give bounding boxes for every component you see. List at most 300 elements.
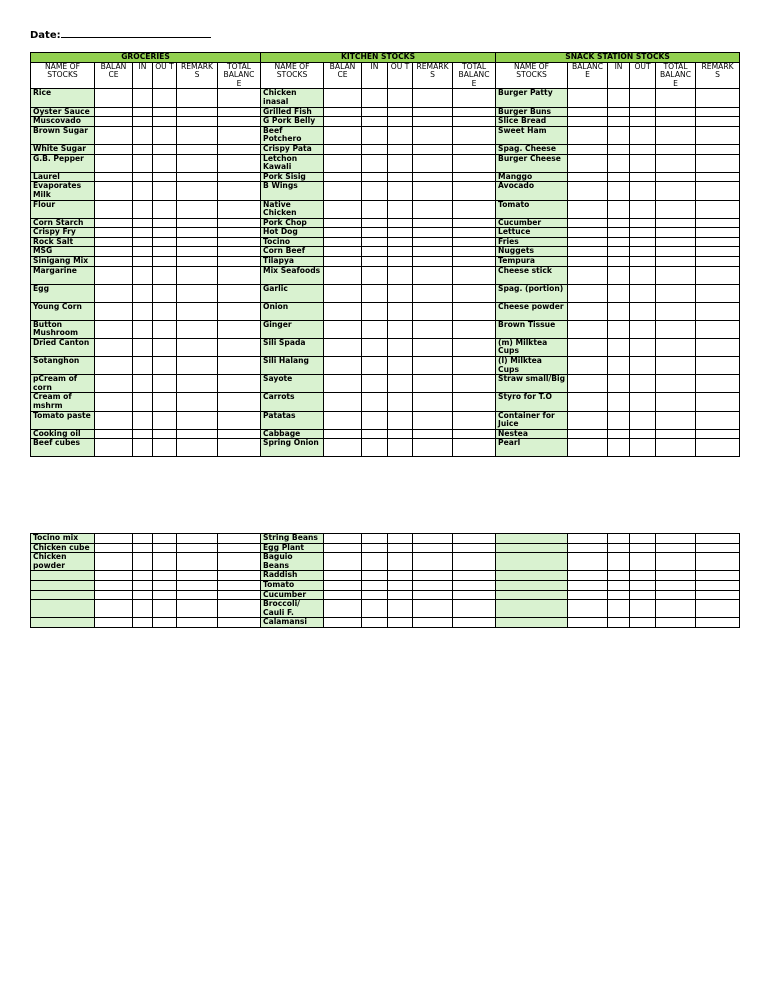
groceries-entry-cell[interactable] [95,534,133,544]
groceries-entry-cell[interactable] [133,284,153,302]
snack-entry-cell[interactable] [656,218,696,228]
groceries-entry-cell[interactable] [218,543,261,553]
snack-entry-cell[interactable] [608,338,630,356]
groceries-entry-cell[interactable] [153,429,177,439]
groceries-entry-cell[interactable] [218,393,261,411]
snack-entry-cell[interactable] [696,439,740,457]
kitchen-entry-cell[interactable] [388,237,413,247]
snack-entry-cell[interactable] [656,600,696,618]
kitchen-entry-cell[interactable] [413,571,453,581]
kitchen-entry-cell[interactable] [362,375,388,393]
kitchen-entry-cell[interactable] [324,571,362,581]
groceries-entry-cell[interactable] [95,218,133,228]
groceries-entry-cell[interactable] [177,393,218,411]
groceries-entry-cell[interactable] [133,553,153,571]
snack-entry-cell[interactable] [630,144,656,154]
snack-entry-cell[interactable] [608,580,630,590]
groceries-entry-cell[interactable] [133,580,153,590]
kitchen-entry-cell[interactable] [388,429,413,439]
groceries-entry-cell[interactable] [95,154,133,172]
snack-entry-cell[interactable] [630,320,656,338]
snack-entry-cell[interactable] [608,107,630,117]
groceries-entry-cell[interactable] [133,302,153,320]
kitchen-entry-cell[interactable] [324,237,362,247]
kitchen-entry-cell[interactable] [388,375,413,393]
snack-entry-cell[interactable] [608,375,630,393]
snack-entry-cell[interactable] [630,200,656,218]
kitchen-entry-cell[interactable] [362,126,388,144]
groceries-entry-cell[interactable] [133,172,153,182]
kitchen-entry-cell[interactable] [453,429,496,439]
snack-entry-cell[interactable] [630,218,656,228]
groceries-entry-cell[interactable] [95,600,133,618]
snack-entry-cell[interactable] [608,266,630,284]
groceries-entry-cell[interactable] [177,218,218,228]
snack-entry-cell[interactable] [656,429,696,439]
snack-entry-cell[interactable] [696,375,740,393]
kitchen-entry-cell[interactable] [388,543,413,553]
kitchen-entry-cell[interactable] [388,580,413,590]
snack-entry-cell[interactable] [656,302,696,320]
snack-entry-cell[interactable] [696,218,740,228]
kitchen-entry-cell[interactable] [362,553,388,571]
kitchen-entry-cell[interactable] [324,200,362,218]
kitchen-entry-cell[interactable] [324,172,362,182]
groceries-entry-cell[interactable] [153,182,177,200]
kitchen-entry-cell[interactable] [362,393,388,411]
kitchen-entry-cell[interactable] [324,375,362,393]
kitchen-entry-cell[interactable] [453,144,496,154]
kitchen-entry-cell[interactable] [362,590,388,600]
snack-entry-cell[interactable] [696,600,740,618]
kitchen-entry-cell[interactable] [362,266,388,284]
snack-entry-cell[interactable] [608,411,630,429]
snack-entry-cell[interactable] [656,439,696,457]
snack-entry-cell[interactable] [630,357,656,375]
kitchen-entry-cell[interactable] [362,182,388,200]
kitchen-entry-cell[interactable] [413,393,453,411]
groceries-entry-cell[interactable] [177,154,218,172]
groceries-entry-cell[interactable] [218,144,261,154]
kitchen-entry-cell[interactable] [362,302,388,320]
kitchen-entry-cell[interactable] [324,590,362,600]
snack-entry-cell[interactable] [608,302,630,320]
groceries-entry-cell[interactable] [133,144,153,154]
groceries-entry-cell[interactable] [153,580,177,590]
date-field[interactable] [30,28,211,41]
groceries-entry-cell[interactable] [153,247,177,257]
kitchen-entry-cell[interactable] [453,218,496,228]
kitchen-entry-cell[interactable] [362,571,388,581]
snack-entry-cell[interactable] [656,411,696,429]
groceries-entry-cell[interactable] [133,439,153,457]
snack-entry-cell[interactable] [630,393,656,411]
groceries-entry-cell[interactable] [177,172,218,182]
snack-entry-cell[interactable] [608,357,630,375]
groceries-entry-cell[interactable] [177,117,218,127]
kitchen-entry-cell[interactable] [388,302,413,320]
groceries-entry-cell[interactable] [95,117,133,127]
groceries-entry-cell[interactable] [133,266,153,284]
kitchen-entry-cell[interactable] [388,218,413,228]
groceries-entry-cell[interactable] [95,247,133,257]
kitchen-entry-cell[interactable] [362,228,388,238]
kitchen-entry-cell[interactable] [413,218,453,228]
groceries-entry-cell[interactable] [133,375,153,393]
groceries-entry-cell[interactable] [218,218,261,228]
snack-entry-cell[interactable] [568,247,608,257]
kitchen-entry-cell[interactable] [324,553,362,571]
kitchen-entry-cell[interactable] [388,600,413,618]
kitchen-entry-cell[interactable] [324,266,362,284]
snack-entry-cell[interactable] [696,534,740,544]
groceries-entry-cell[interactable] [153,172,177,182]
snack-entry-cell[interactable] [568,182,608,200]
snack-entry-cell[interactable] [568,338,608,356]
snack-entry-cell[interactable] [630,107,656,117]
date-blank-line[interactable] [61,28,211,38]
groceries-entry-cell[interactable] [153,284,177,302]
snack-entry-cell[interactable] [656,534,696,544]
snack-entry-cell[interactable] [696,126,740,144]
kitchen-entry-cell[interactable] [362,320,388,338]
groceries-entry-cell[interactable] [177,411,218,429]
kitchen-entry-cell[interactable] [362,357,388,375]
groceries-entry-cell[interactable] [177,618,218,628]
snack-entry-cell[interactable] [568,439,608,457]
snack-entry-cell[interactable] [608,553,630,571]
kitchen-entry-cell[interactable] [362,411,388,429]
groceries-entry-cell[interactable] [177,534,218,544]
kitchen-entry-cell[interactable] [324,393,362,411]
groceries-entry-cell[interactable] [218,320,261,338]
snack-entry-cell[interactable] [608,247,630,257]
kitchen-entry-cell[interactable] [362,618,388,628]
groceries-entry-cell[interactable] [153,257,177,267]
kitchen-entry-cell[interactable] [453,126,496,144]
groceries-entry-cell[interactable] [218,126,261,144]
kitchen-entry-cell[interactable] [413,154,453,172]
snack-entry-cell[interactable] [696,618,740,628]
kitchen-entry-cell[interactable] [388,618,413,628]
groceries-entry-cell[interactable] [177,571,218,581]
snack-entry-cell[interactable] [656,580,696,590]
snack-entry-cell[interactable] [608,320,630,338]
kitchen-entry-cell[interactable] [388,247,413,257]
kitchen-entry-cell[interactable] [453,320,496,338]
groceries-entry-cell[interactable] [153,218,177,228]
snack-entry-cell[interactable] [608,182,630,200]
groceries-entry-cell[interactable] [177,429,218,439]
snack-entry-cell[interactable] [630,257,656,267]
snack-entry-cell[interactable] [568,126,608,144]
kitchen-entry-cell[interactable] [388,338,413,356]
kitchen-entry-cell[interactable] [453,553,496,571]
kitchen-entry-cell[interactable] [324,618,362,628]
groceries-entry-cell[interactable] [95,107,133,117]
groceries-entry-cell[interactable] [153,439,177,457]
snack-entry-cell[interactable] [568,117,608,127]
snack-entry-cell[interactable] [630,117,656,127]
groceries-entry-cell[interactable] [133,338,153,356]
snack-entry-cell[interactable] [630,590,656,600]
kitchen-entry-cell[interactable] [324,320,362,338]
kitchen-entry-cell[interactable] [324,600,362,618]
groceries-entry-cell[interactable] [177,543,218,553]
kitchen-entry-cell[interactable] [453,439,496,457]
groceries-entry-cell[interactable] [218,257,261,267]
kitchen-entry-cell[interactable] [453,237,496,247]
snack-entry-cell[interactable] [608,89,630,107]
snack-entry-cell[interactable] [568,154,608,172]
snack-entry-cell[interactable] [608,618,630,628]
groceries-entry-cell[interactable] [95,302,133,320]
groceries-entry-cell[interactable] [218,247,261,257]
kitchen-entry-cell[interactable] [362,338,388,356]
snack-entry-cell[interactable] [568,618,608,628]
kitchen-entry-cell[interactable] [413,284,453,302]
kitchen-entry-cell[interactable] [453,247,496,257]
groceries-entry-cell[interactable] [218,571,261,581]
groceries-entry-cell[interactable] [218,237,261,247]
groceries-entry-cell[interactable] [133,534,153,544]
kitchen-entry-cell[interactable] [388,154,413,172]
kitchen-entry-cell[interactable] [453,393,496,411]
snack-entry-cell[interactable] [608,534,630,544]
kitchen-entry-cell[interactable] [388,553,413,571]
groceries-entry-cell[interactable] [218,107,261,117]
snack-entry-cell[interactable] [630,543,656,553]
snack-entry-cell[interactable] [696,266,740,284]
groceries-entry-cell[interactable] [153,357,177,375]
groceries-entry-cell[interactable] [95,284,133,302]
kitchen-entry-cell[interactable] [362,154,388,172]
groceries-entry-cell[interactable] [218,429,261,439]
kitchen-entry-cell[interactable] [324,302,362,320]
kitchen-entry-cell[interactable] [413,580,453,590]
groceries-entry-cell[interactable] [95,618,133,628]
groceries-entry-cell[interactable] [177,320,218,338]
snack-entry-cell[interactable] [568,257,608,267]
snack-entry-cell[interactable] [656,126,696,144]
groceries-entry-cell[interactable] [153,144,177,154]
kitchen-entry-cell[interactable] [413,200,453,218]
kitchen-entry-cell[interactable] [362,247,388,257]
snack-entry-cell[interactable] [630,247,656,257]
groceries-entry-cell[interactable] [95,144,133,154]
snack-entry-cell[interactable] [608,218,630,228]
snack-entry-cell[interactable] [696,320,740,338]
snack-entry-cell[interactable] [630,228,656,238]
kitchen-entry-cell[interactable] [453,590,496,600]
snack-entry-cell[interactable] [568,200,608,218]
groceries-entry-cell[interactable] [218,89,261,107]
snack-entry-cell[interactable] [568,534,608,544]
kitchen-entry-cell[interactable] [413,534,453,544]
groceries-entry-cell[interactable] [95,257,133,267]
groceries-entry-cell[interactable] [153,107,177,117]
groceries-entry-cell[interactable] [95,411,133,429]
groceries-entry-cell[interactable] [177,89,218,107]
kitchen-entry-cell[interactable] [413,357,453,375]
snack-entry-cell[interactable] [608,284,630,302]
snack-entry-cell[interactable] [630,571,656,581]
groceries-entry-cell[interactable] [133,618,153,628]
groceries-entry-cell[interactable] [177,126,218,144]
groceries-entry-cell[interactable] [133,357,153,375]
kitchen-entry-cell[interactable] [324,411,362,429]
snack-entry-cell[interactable] [630,600,656,618]
kitchen-entry-cell[interactable] [388,200,413,218]
kitchen-entry-cell[interactable] [453,228,496,238]
kitchen-entry-cell[interactable] [413,182,453,200]
groceries-entry-cell[interactable] [218,618,261,628]
snack-entry-cell[interactable] [568,393,608,411]
groceries-entry-cell[interactable] [133,89,153,107]
groceries-entry-cell[interactable] [218,553,261,571]
groceries-entry-cell[interactable] [133,600,153,618]
kitchen-entry-cell[interactable] [388,144,413,154]
groceries-entry-cell[interactable] [153,338,177,356]
snack-entry-cell[interactable] [656,228,696,238]
groceries-entry-cell[interactable] [95,543,133,553]
snack-entry-cell[interactable] [656,144,696,154]
groceries-entry-cell[interactable] [177,357,218,375]
snack-entry-cell[interactable] [630,618,656,628]
snack-entry-cell[interactable] [630,126,656,144]
snack-entry-cell[interactable] [696,144,740,154]
kitchen-entry-cell[interactable] [453,375,496,393]
groceries-entry-cell[interactable] [153,534,177,544]
snack-entry-cell[interactable] [630,154,656,172]
snack-entry-cell[interactable] [608,439,630,457]
snack-entry-cell[interactable] [608,144,630,154]
kitchen-entry-cell[interactable] [453,117,496,127]
kitchen-entry-cell[interactable] [362,200,388,218]
snack-entry-cell[interactable] [568,590,608,600]
snack-entry-cell[interactable] [630,182,656,200]
snack-entry-cell[interactable] [630,237,656,247]
kitchen-entry-cell[interactable] [324,154,362,172]
groceries-entry-cell[interactable] [95,439,133,457]
kitchen-entry-cell[interactable] [362,284,388,302]
kitchen-entry-cell[interactable] [388,126,413,144]
kitchen-entry-cell[interactable] [388,117,413,127]
snack-entry-cell[interactable] [656,357,696,375]
snack-entry-cell[interactable] [568,284,608,302]
kitchen-entry-cell[interactable] [413,144,453,154]
groceries-entry-cell[interactable] [133,590,153,600]
snack-entry-cell[interactable] [568,228,608,238]
groceries-entry-cell[interactable] [177,200,218,218]
groceries-entry-cell[interactable] [133,429,153,439]
groceries-entry-cell[interactable] [95,228,133,238]
kitchen-entry-cell[interactable] [324,144,362,154]
groceries-entry-cell[interactable] [177,590,218,600]
groceries-entry-cell[interactable] [153,571,177,581]
kitchen-entry-cell[interactable] [324,357,362,375]
groceries-entry-cell[interactable] [218,284,261,302]
groceries-entry-cell[interactable] [95,590,133,600]
groceries-entry-cell[interactable] [133,411,153,429]
kitchen-entry-cell[interactable] [362,172,388,182]
snack-entry-cell[interactable] [630,439,656,457]
groceries-entry-cell[interactable] [153,266,177,284]
groceries-entry-cell[interactable] [95,182,133,200]
snack-entry-cell[interactable] [568,553,608,571]
snack-entry-cell[interactable] [656,284,696,302]
kitchen-entry-cell[interactable] [453,284,496,302]
kitchen-entry-cell[interactable] [413,117,453,127]
kitchen-entry-cell[interactable] [453,618,496,628]
snack-entry-cell[interactable] [696,571,740,581]
snack-entry-cell[interactable] [568,320,608,338]
snack-entry-cell[interactable] [656,154,696,172]
groceries-entry-cell[interactable] [177,375,218,393]
kitchen-entry-cell[interactable] [388,411,413,429]
groceries-entry-cell[interactable] [153,302,177,320]
groceries-entry-cell[interactable] [133,247,153,257]
kitchen-entry-cell[interactable] [413,338,453,356]
groceries-entry-cell[interactable] [153,375,177,393]
groceries-entry-cell[interactable] [95,429,133,439]
groceries-entry-cell[interactable] [153,411,177,429]
kitchen-entry-cell[interactable] [413,107,453,117]
groceries-entry-cell[interactable] [95,237,133,247]
snack-entry-cell[interactable] [608,154,630,172]
snack-entry-cell[interactable] [608,571,630,581]
snack-entry-cell[interactable] [568,357,608,375]
snack-entry-cell[interactable] [608,257,630,267]
kitchen-entry-cell[interactable] [413,228,453,238]
kitchen-entry-cell[interactable] [453,534,496,544]
kitchen-entry-cell[interactable] [324,89,362,107]
kitchen-entry-cell[interactable] [324,439,362,457]
snack-entry-cell[interactable] [630,411,656,429]
groceries-entry-cell[interactable] [218,228,261,238]
snack-entry-cell[interactable] [696,237,740,247]
groceries-entry-cell[interactable] [177,182,218,200]
kitchen-entry-cell[interactable] [362,429,388,439]
kitchen-entry-cell[interactable] [388,357,413,375]
snack-entry-cell[interactable] [630,172,656,182]
snack-entry-cell[interactable] [568,237,608,247]
groceries-entry-cell[interactable] [153,590,177,600]
groceries-entry-cell[interactable] [177,553,218,571]
snack-entry-cell[interactable] [608,543,630,553]
kitchen-entry-cell[interactable] [453,338,496,356]
kitchen-entry-cell[interactable] [324,117,362,127]
snack-entry-cell[interactable] [568,600,608,618]
kitchen-entry-cell[interactable] [388,393,413,411]
snack-entry-cell[interactable] [656,571,696,581]
snack-entry-cell[interactable] [568,571,608,581]
groceries-entry-cell[interactable] [133,154,153,172]
kitchen-entry-cell[interactable] [413,320,453,338]
kitchen-entry-cell[interactable] [413,172,453,182]
snack-entry-cell[interactable] [696,107,740,117]
kitchen-entry-cell[interactable] [413,411,453,429]
groceries-entry-cell[interactable] [95,393,133,411]
kitchen-entry-cell[interactable] [324,218,362,228]
snack-entry-cell[interactable] [568,107,608,117]
groceries-entry-cell[interactable] [177,439,218,457]
kitchen-entry-cell[interactable] [413,126,453,144]
groceries-entry-cell[interactable] [133,182,153,200]
kitchen-entry-cell[interactable] [362,439,388,457]
snack-entry-cell[interactable] [656,338,696,356]
kitchen-entry-cell[interactable] [453,266,496,284]
